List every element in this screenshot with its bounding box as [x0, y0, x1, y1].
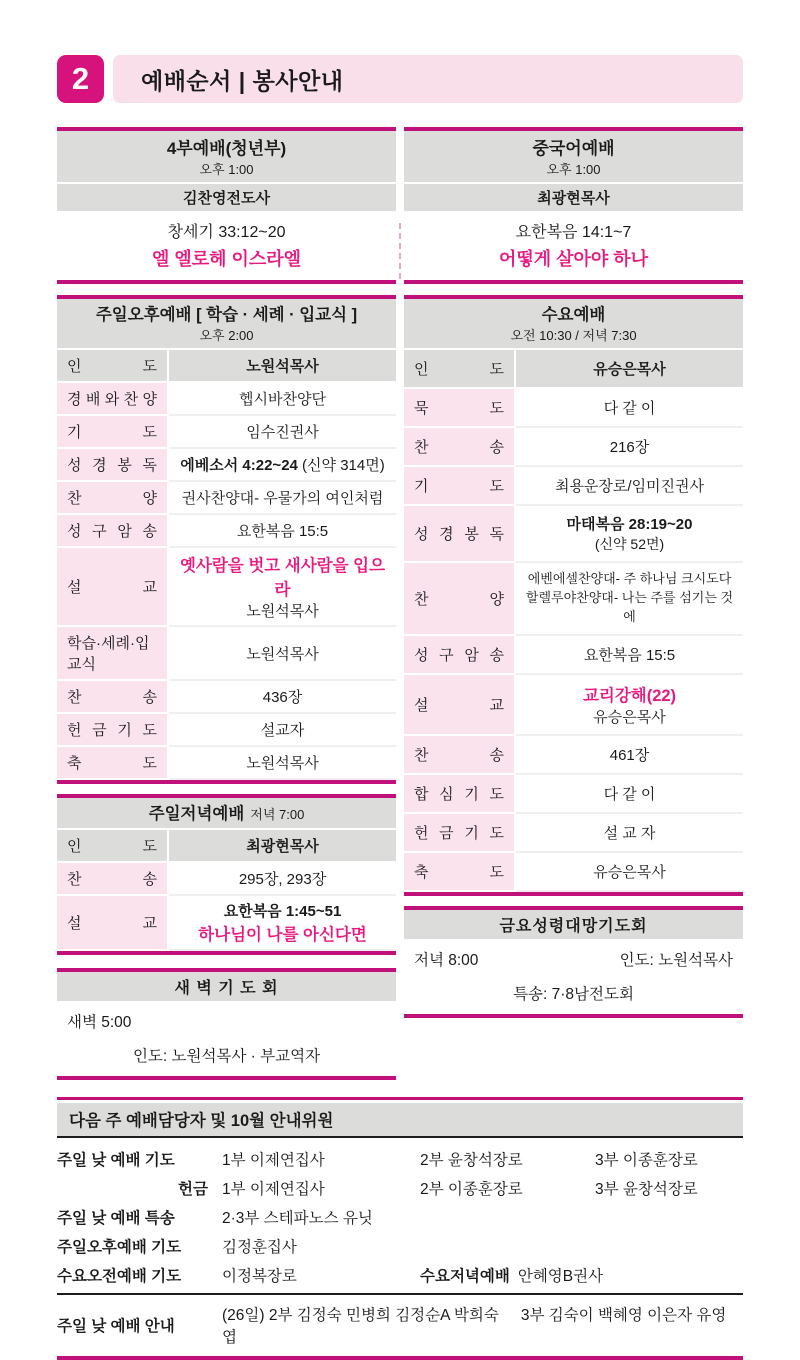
order-value-segment: 다 같 이: [603, 400, 656, 417]
order-value-line: [584, 644, 675, 665]
order-value-line: [610, 744, 650, 765]
order-value-line: [593, 861, 665, 882]
order-value-line: [567, 513, 693, 534]
order-value-segment: 옛사람을 벗고 새사람을 입으라: [179, 557, 386, 599]
order-row: [404, 428, 743, 467]
order-row: [57, 896, 396, 951]
order-value-line: [224, 900, 342, 921]
order-value: [169, 747, 396, 780]
order-label: [404, 467, 516, 506]
friday-prayer-special: 특송: 7·8남전도회: [513, 985, 634, 1003]
assignment-value: 2부 이종훈장로: [420, 1180, 523, 1198]
order-label-text: 인 도: [67, 838, 157, 855]
order-value-segment: 설 교 자: [603, 824, 656, 842]
order-label: [404, 853, 516, 892]
order-value-line: [182, 487, 384, 508]
service-title: 주일오후예배 [ 학습 · 세례 · 입교식 ]: [95, 306, 358, 324]
friday-prayer-time: 저녁 8:00: [414, 951, 479, 969]
assignment-value: 3부 윤창석장로: [595, 1180, 698, 1198]
page-title: 예배순서 | 봉사안내: [113, 55, 743, 103]
order-value-segment: 유승은목사: [593, 863, 666, 881]
order-label: [404, 350, 516, 389]
service-header: [57, 299, 396, 350]
service-leader: 최광현목사: [404, 184, 743, 211]
assignment-row: [57, 1231, 743, 1260]
order-value: [516, 775, 743, 814]
order-row: [404, 853, 743, 892]
assignment-row: [57, 1202, 743, 1231]
order-value: [169, 416, 396, 449]
order-row: [404, 814, 743, 853]
order-row: [57, 383, 396, 416]
friday-prayer-leader: 인도: 노원석목사: [619, 951, 733, 969]
order-value: [516, 350, 743, 389]
order-value-line: [239, 388, 326, 409]
service-body: [404, 211, 743, 280]
order-value-line: [520, 589, 739, 627]
order-value-line: [198, 921, 367, 945]
order-label-text: 인 도: [67, 358, 157, 375]
order-value-line: [261, 719, 304, 740]
order-value-line: [528, 570, 732, 589]
order-value-line: [555, 475, 704, 496]
sunday-usher-notice-row: [57, 1293, 743, 1360]
order-label-text: 학습·세례·입교식: [67, 635, 150, 673]
order-row: [404, 736, 743, 775]
order-row: [57, 681, 396, 714]
order-value-segment: 436장: [262, 689, 303, 706]
order-label: [57, 747, 169, 780]
service-header: [57, 131, 396, 184]
order-value-segment: 295장, 293장: [238, 871, 327, 888]
order-label-text: 합 심 기 도: [414, 785, 504, 803]
top-service-card: [404, 127, 743, 284]
order-value-segment: 에베소서 4:22~24: [180, 457, 298, 474]
order-value-line: [246, 600, 318, 621]
order-value-segment: 다 같 이: [603, 785, 656, 803]
service-leader: 김찬영전도사: [57, 184, 396, 211]
order-row: [57, 482, 396, 515]
friday-prayer-card: [404, 906, 743, 1018]
assignment-row: [57, 1260, 743, 1289]
order-value: [169, 548, 396, 627]
top-service-card: [57, 127, 396, 284]
order-value: [169, 350, 396, 383]
order-label-text: 축 도: [67, 755, 157, 772]
order-value-line: [595, 534, 664, 554]
order-value-segment: 할렐루야찬양대- 나는 주를 섬기는 것에: [525, 589, 734, 624]
assignment-label: 헌금: [178, 1180, 208, 1198]
order-value: [516, 814, 743, 853]
order-label: [57, 548, 169, 627]
order-label-text: 기 도: [414, 478, 504, 495]
order-label-text: 성 경 봉 독: [67, 457, 157, 474]
order-value: [516, 467, 743, 506]
notice-text: [222, 1303, 743, 1347]
order-row: [404, 675, 743, 736]
order-label: [57, 830, 169, 863]
order-value-line: [604, 822, 656, 843]
order-value: [169, 482, 396, 515]
order-label: [57, 449, 169, 482]
order-label-text: 설 교: [414, 696, 504, 714]
scripture-reference: 요한복음 14:1~7: [515, 224, 632, 241]
order-row: [404, 563, 743, 636]
order-label-text: 성 경 봉 독: [414, 526, 504, 543]
assignment-row: [57, 1144, 743, 1173]
service-title: 수요예배: [541, 306, 606, 324]
order-row: [57, 747, 396, 780]
order-row: [57, 548, 396, 627]
order-label-text: 축 도: [414, 863, 504, 881]
assignment-value: 1부 이제연집사: [222, 1180, 325, 1198]
order-value: [169, 383, 396, 416]
order-value-segment: 노원석목사: [246, 755, 319, 772]
page-header: [57, 55, 743, 103]
order-row: [57, 350, 396, 383]
order-value: [516, 389, 743, 428]
order-label-text: 찬 양: [414, 590, 504, 608]
assignment-label: 주일오후예배 기도: [57, 1238, 182, 1256]
service-time: 오전 10:30 / 저녁 7:30: [510, 328, 637, 343]
service-table-sunday-afternoon: [57, 295, 396, 784]
order-label: [57, 681, 169, 714]
order-value-segment: 권사찬양대- 우물가의 여인처럼: [181, 490, 384, 507]
order-label: [57, 896, 169, 951]
order-value: [516, 636, 743, 675]
order-value-line: [263, 686, 303, 707]
dawn-prayer-title: 새 벽 기 도 회: [57, 972, 396, 1003]
order-label: [57, 482, 169, 515]
service-table-wednesday: [404, 295, 743, 896]
order-value: [516, 736, 743, 775]
order-label-text: 설 교: [67, 579, 157, 596]
scripture-reference: 창세기 33:12~20: [167, 224, 286, 241]
notice-label: 주일 낮 예배 안내: [57, 1318, 175, 1335]
order-value-line: [610, 436, 650, 457]
order-value-segment: 임수진권사: [246, 424, 319, 441]
order-value: [169, 896, 396, 951]
order-label-text: 인 도: [414, 361, 504, 378]
order-value: [169, 863, 396, 896]
sermon-title: 엘 엘로헤 이스라엘: [151, 249, 302, 269]
dawn-prayer-leader: 인도: 노원석목사 · 부교역자: [132, 1048, 321, 1065]
order-label-text: 찬 양: [67, 490, 157, 507]
order-value-segment: 최용운장로/임미진권사: [554, 478, 705, 495]
order-value-line: [604, 397, 656, 418]
assignment-extra-title: 수요저녁예배: [420, 1267, 510, 1285]
order-value-segment: 유승은목사: [593, 708, 666, 726]
order-label: [57, 383, 169, 416]
order-value-segment: 마태복음 28:19~20: [566, 516, 693, 533]
order-value-segment: 요한복음 1:45~51: [223, 903, 342, 920]
order-value-segment: 요한복음 15:5: [583, 646, 676, 664]
order-value: [516, 428, 743, 467]
order-label: [404, 814, 516, 853]
order-label: [404, 389, 516, 428]
order-value-segment: 요한복음 15:5: [236, 523, 329, 540]
assignment-row: [57, 1173, 743, 1202]
dawn-prayer-card: [57, 968, 396, 1080]
order-value-line: [180, 454, 384, 475]
order-row: [57, 449, 396, 482]
order-label: [57, 515, 169, 548]
service-header: [57, 798, 396, 830]
order-value-segment: 교리강해(22): [582, 686, 677, 705]
order-label: [404, 775, 516, 814]
assignment-value: 1부 이제연집사: [222, 1151, 325, 1169]
order-row: [57, 830, 396, 863]
notice-part-1: (26일) 2부 김정숙 민병희 김정순A 박희숙: [222, 1307, 499, 1324]
assignment-value: 2·3부 스테파노스 유닛: [222, 1209, 373, 1227]
order-row: [404, 467, 743, 506]
order-label: [404, 675, 516, 736]
service-title: 주일저녁예배: [148, 805, 245, 823]
order-value-line: [593, 358, 665, 379]
order-value-line: [237, 520, 328, 541]
order-label-text: 설 교: [67, 915, 157, 932]
order-row: [57, 515, 396, 548]
order-value-segment: 유승은목사: [593, 361, 666, 378]
order-value-segment: 노원석목사: [246, 603, 319, 620]
order-value: [169, 627, 396, 681]
service-time: 오후 1:00: [546, 162, 601, 177]
order-row: [57, 714, 396, 747]
order-value-segment: 설교자: [260, 722, 305, 739]
order-value-segment: (신약 314면): [297, 457, 385, 474]
order-row: [404, 636, 743, 675]
order-label-text: 찬 송: [67, 689, 157, 706]
service-time: 오후 1:00: [199, 162, 254, 177]
order-label-text: 찬 송: [67, 871, 157, 888]
order-label-text: 기 도: [67, 424, 157, 441]
order-value: [516, 506, 743, 563]
service-header: [404, 299, 743, 350]
top-services-section: [57, 127, 743, 284]
order-value-segment: 최광현목사: [246, 838, 319, 855]
service-header: [404, 131, 743, 184]
order-label: [57, 714, 169, 747]
order-label: [404, 428, 516, 467]
order-value-line: [173, 552, 392, 600]
order-value: [169, 449, 396, 482]
dawn-prayer-time: 새벽 5:00: [67, 1014, 132, 1031]
right-column: [404, 295, 743, 1080]
order-value: [516, 563, 743, 636]
order-value-line: [583, 682, 676, 706]
order-value: [516, 675, 743, 736]
order-value-line: [246, 835, 318, 856]
order-label-text: 성 구 암 송: [67, 523, 157, 540]
assignments-section: [57, 1097, 743, 1360]
service-table-sunday-evening: [57, 794, 396, 955]
order-label: [404, 736, 516, 775]
order-label: [57, 416, 169, 449]
order-value: [169, 681, 396, 714]
order-value: [169, 515, 396, 548]
order-value: [169, 714, 396, 747]
order-value-segment: (신약 52면): [594, 536, 665, 552]
order-value-segment: 216장: [609, 439, 650, 456]
order-value-segment: 461장: [609, 746, 650, 764]
order-value-line: [604, 783, 656, 804]
order-value: [169, 830, 396, 863]
notice-part-2: 3부 김숙이 백혜영 이은자 유영엽: [222, 1307, 727, 1346]
order-value-segment: 에벤에셀찬양대- 주 하나님 크시도다: [527, 571, 732, 586]
order-label: [57, 627, 169, 681]
service-time: 저녁 7:00: [250, 807, 305, 822]
dashed-divider: [399, 223, 401, 279]
order-value-segment: 노원석목사: [246, 358, 319, 375]
order-label-text: 묵 도: [414, 400, 504, 417]
order-label: [404, 636, 516, 675]
assignment-value: 3부 이종훈장로: [595, 1151, 698, 1169]
order-label-text: 성 구 암 송: [414, 646, 504, 664]
order-row: [404, 775, 743, 814]
assignments-title: 다음 주 예배담당자 및 10월 안내위원: [57, 1103, 743, 1138]
order-value-line: [246, 355, 318, 376]
order-value-line: [246, 421, 318, 442]
order-row: [404, 506, 743, 563]
order-label: [404, 563, 516, 636]
middle-section: [57, 295, 743, 1080]
assignment-label: 주일 낮 예배 기도: [57, 1151, 175, 1169]
order-value-line: [246, 643, 318, 664]
assignment-value: 2부 윤창석장로: [420, 1151, 523, 1169]
order-row: [57, 863, 396, 896]
order-label: [57, 863, 169, 896]
order-value-segment: 헵시바찬양단: [239, 391, 326, 408]
assignment-extra-value: 안혜영B권사: [517, 1267, 604, 1285]
service-body: [57, 211, 396, 280]
service-time: 오후 2:00: [199, 328, 254, 343]
order-value-segment: 노원석목사: [246, 645, 319, 663]
order-label-text: 찬 송: [414, 746, 504, 764]
assignment-value: 이정복장로: [222, 1267, 297, 1285]
order-label: [57, 350, 169, 383]
order-row: [57, 627, 396, 681]
order-label-text: 경 배 와 찬 양: [67, 391, 157, 408]
order-row: [57, 416, 396, 449]
order-value: [516, 853, 743, 892]
service-title: 4부예배(청년부): [166, 139, 287, 158]
service-title: 중국어예배: [532, 139, 615, 158]
order-value-segment: 하나님이 나를 아신다면: [198, 926, 367, 944]
order-value-line: [593, 706, 665, 727]
assignment-extra: [420, 1264, 743, 1286]
order-row: [404, 350, 743, 389]
order-label-text: 찬 송: [414, 439, 504, 456]
section-number-badge: 2: [57, 55, 104, 103]
assignment-value: 김정훈집사: [222, 1238, 297, 1256]
order-label-text: 헌 금 기 도: [67, 722, 157, 739]
order-value-line: [246, 752, 318, 773]
order-row: [404, 389, 743, 428]
friday-prayer-title: 금요성령대망기도회: [404, 910, 743, 941]
sermon-title: 어떻게 살아야 하나: [498, 249, 649, 269]
order-label-text: 헌 금 기 도: [414, 824, 504, 842]
order-value-line: [239, 868, 326, 889]
assignment-label: 주일 낮 예배 특송: [57, 1209, 175, 1227]
assignment-label: 수요오전예배 기도: [57, 1267, 182, 1285]
order-label: [404, 506, 516, 563]
left-column: [57, 295, 396, 1080]
